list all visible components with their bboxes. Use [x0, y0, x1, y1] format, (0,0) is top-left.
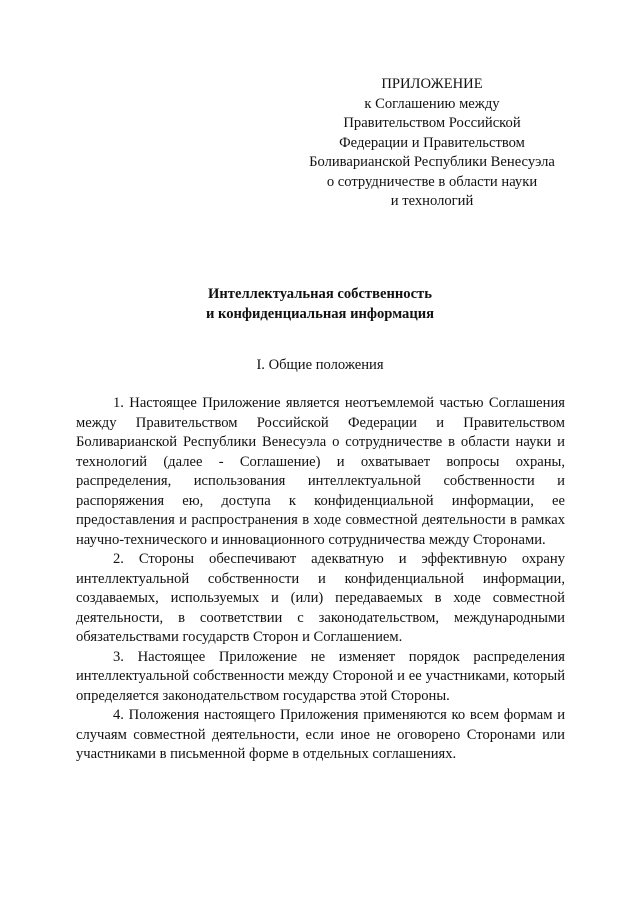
document-title-line-2: и конфиденциальная информация [205, 305, 435, 322]
annex-header-line: Федерации и Правительством [339, 134, 525, 151]
paragraph-1: 1. Настоящее Приложение является неотъемлемой частью Соглашения между Правительством Российской Федерации и Правительством Боливарианской Республики Венесуэла о сотрудничестве в области науки и технологий (далее - Соглашение) и охватывает вопросы охраны, распределения, использования интеллектуальной собственности и распоряжения ею, доступа к конфиденциальной информации, ее предоставления и распространения в ходе совместной деятельности в рамках научно-технического и инновационного сотрудничества между Сторонами. [76, 395, 565, 548]
document-body [76, 394, 565, 765]
annex-header-line: Правительством Российской [343, 115, 521, 131]
annex-header-line: к Соглашению между [364, 95, 500, 112]
annex-header-line: Боливарианской Республики Венесуэла [309, 154, 555, 170]
annex-header-line: и технологий [390, 193, 474, 209]
annex-header-line: о сотрудничестве в области науки [326, 173, 538, 190]
annex-header-line: ПРИЛОЖЕНИЕ [381, 76, 483, 92]
annex-header [296, 75, 568, 212]
section-heading: I. Общие положения [256, 357, 384, 373]
paragraph-2: 2. Стороны обеспечивают адекватную и эффективную охрану интеллектуальной собственности и конфиденциальной информации, создаваемых, используемых и (или) передаваемых в ходе совместной деятельности, в соответствии с законодательством, международными обязательствами государств Сторон и Соглашением. [76, 551, 565, 645]
document-title-line-1: Интеллектуальная собственность [208, 286, 432, 302]
paragraph-3: 3. Настоящее Приложение не изменяет порядок распределения интеллектуальной собственности между Стороной и ее участниками, который определяется законодательством государства этой Стороны. [76, 648, 565, 704]
document-title [0, 285, 640, 324]
paragraph-4: 4. Положения настоящего Приложения применяются ко всем формам и случаям совместной деятельности, если иное не оговорено Сторонами или участниками в письменной форме в отдельных соглашениях. [76, 707, 565, 762]
